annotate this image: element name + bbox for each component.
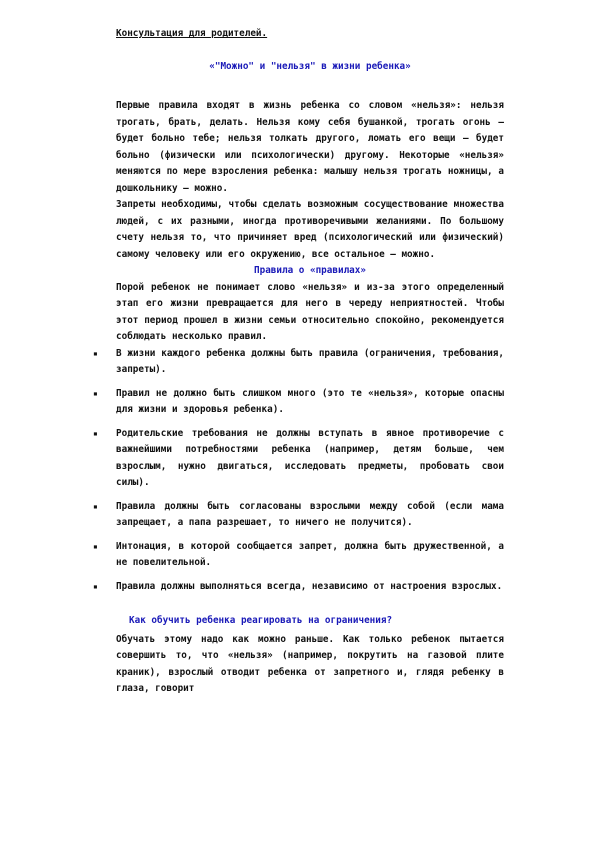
bullet-icon: ▪	[93, 388, 98, 398]
bullet-icon: ▪	[93, 581, 98, 591]
bullet-icon: ▪	[93, 541, 98, 551]
list-item: ▪ В жизни каждого ребенка должны быть правила (ограничения, требования, запреты).	[93, 347, 504, 375]
question-heading: Как обучить ребенка реагировать на ограничения?	[129, 615, 393, 626]
bullet-icon: ▪	[93, 348, 98, 358]
document-page	[93, 26, 504, 698]
bullet-icon: ▪	[93, 501, 98, 511]
rules-heading: Правила о «правилах»	[254, 265, 366, 276]
intro-paragraph-1: Первые правила входят в жизнь ребенка со словом «нельзя»: нельзя трогать, брать, делать. Нельзя кому себя бушанкой, трогать огонь – будет больно тебе; нельзя толкать другого, ломать его вещи – будет больно (физически или психологически) другому. Некоторые «нельзя» меняются по мере взросления ребенка: малышу нельзя трогать ножницы, а дошкольнику – можно.	[116, 100, 504, 194]
list-item: ▪ Правила должны выполняться всегда, независимо от настроения взрослых.	[90, 579, 504, 596]
rules-list	[90, 346, 504, 596]
list-item: ▪ Интонация, в которой сообщается запрет, должна быть дружественной, а не повелительной.	[93, 540, 504, 568]
final-paragraph: Обучать этому надо как можно раньше. Как только ребенок пытается совершить то, что «нельзя» (например, покрутить на газовой плите краник), взрослый отводит ребенка от запретного и, глядя ребенку в глаза, говорит	[116, 633, 504, 694]
document-title: Консультация для родителей.	[116, 28, 268, 39]
intro-paragraph-2: Запреты необходимы, чтобы сделать возможным сосуществование множества людей, с их разными, иногда противоречивыми желаниями. По большому счету нельзя то, что причиняет вред (психологический или физический) самому человеку или его окружению, все остальное – можно.	[116, 199, 504, 260]
list-item: ▪ Родительские требования не должны вступать в явное противоречие с важнейшими потребностями ребенка (например, детям больше, чем взрослым, нужно двигаться, исследовать предметы, пробовать свои силы).	[93, 427, 504, 488]
article-heading: «"Можно" и "нельзя" в жизни ребенка»	[209, 60, 411, 72]
list-item: ▪ Правила должны быть согласованы взрослыми между собой (если мама запрещает, а папа разрешает, то ничего не получится).	[93, 500, 504, 528]
rules-intro-paragraph: Порой ребенок не понимает слово «нельзя» и из-за этого определенный этап его жизни превращается для него в череду неприятностей. Чтобы этот период прошел в жизни семьи относительно спокойно, рекомендуется соблюдать несколько правил.	[116, 281, 504, 342]
bullet-icon: ▪	[93, 428, 98, 438]
list-item: ▪ Правил не должно быть слишком много (это те «нельзя», которые опасны для жизни и здоровья ребенка).	[93, 387, 504, 415]
